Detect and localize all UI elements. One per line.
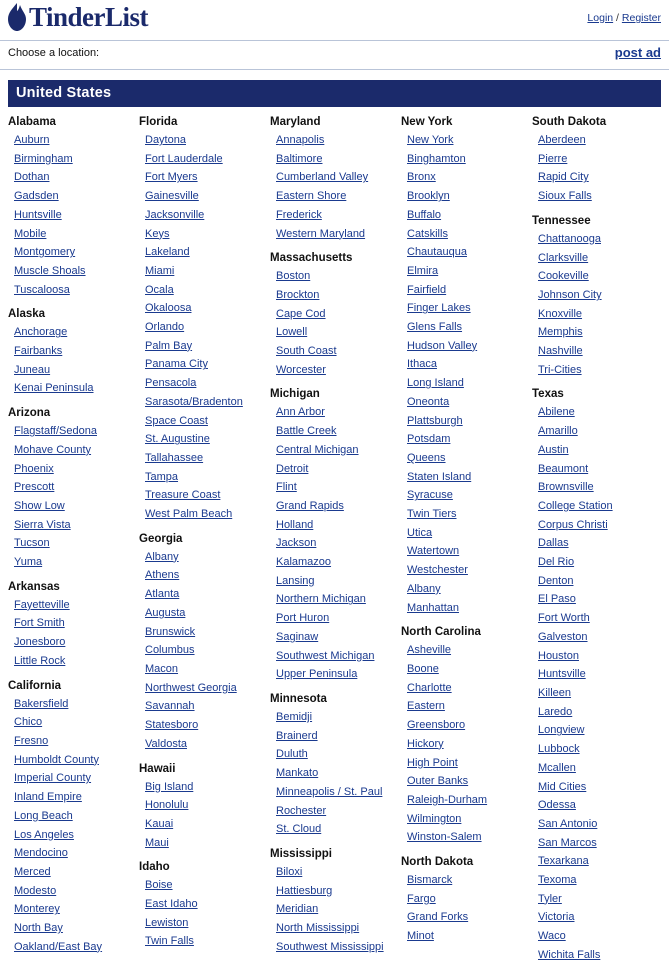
city-link[interactable]: Knoxville [538,307,583,320]
city-link[interactable]: Twin Tiers [407,508,457,521]
city-link[interactable]: Modesto [14,884,57,897]
city-link[interactable]: Detroit [276,462,309,475]
city-link[interactable]: Grand Rapids [276,499,344,512]
city-link[interactable]: Daytona [145,134,186,146]
city-link[interactable]: Kalamazoo [276,556,332,569]
auth-links [587,12,661,24]
city-link[interactable]: Winston-Salem [407,831,482,844]
city-link[interactable]: Dallas [538,537,569,550]
city-link[interactable]: Long Island [407,377,464,390]
city-link[interactable]: Mendocino [14,847,68,860]
state-heading: Arkansas [8,580,60,593]
city-link[interactable]: Columbus [145,644,195,657]
city-link[interactable]: West Palm Beach [145,508,233,521]
city-link[interactable]: Nashville [538,345,583,358]
city-link[interactable]: North Bay [14,922,63,935]
city-link[interactable]: Sioux Falls [538,190,592,203]
city-link[interactable]: Killeen [538,686,572,699]
state-heading: South Dakota [532,116,607,128]
city-link[interactable]: Outer Banks [407,775,469,788]
location-bar [0,41,669,67]
city-link[interactable]: South Coast [276,345,337,358]
city-link[interactable]: Finger Lakes [407,302,471,315]
city-link[interactable]: Lubbock [538,743,580,756]
city-link[interactable]: Elmira [407,264,439,277]
city-link[interactable]: Tyler [538,892,562,905]
city-link[interactable]: Auburn [14,134,50,146]
location-columns [0,107,669,965]
city-link[interactable]: Beaumont [538,462,589,475]
city-link[interactable]: Holland [276,518,314,531]
city-link[interactable]: Utica [407,526,433,539]
city-link[interactable]: Mohave County [14,443,92,456]
city-link[interactable]: Eastern Shore [276,190,347,203]
city-link[interactable]: Jonesboro [14,636,66,649]
city-link[interactable]: Keys [145,227,170,240]
city-link[interactable]: Imperial County [14,772,92,785]
city-link[interactable]: Los Angeles [14,828,74,841]
city-link[interactable]: Tri-Cities [538,363,582,376]
city-link[interactable]: Corpus Christi [538,518,608,531]
city-link[interactable]: Austin [538,443,569,456]
state-heading: Texas [532,388,564,401]
city-link[interactable]: Show Low [14,499,65,512]
state-heading: Idaho [139,861,170,874]
city-link[interactable]: Cookeville [538,270,589,283]
city-link[interactable]: Minot [407,930,434,943]
city-link[interactable]: Victoria [538,911,575,924]
city-link[interactable]: Boston [276,270,311,283]
city-link[interactable]: Cumberland Valley [276,171,369,184]
city-link[interactable]: Mid Cities [538,780,587,793]
city-link[interactable]: Queens [407,451,446,464]
city-link[interactable]: Del Rio [538,556,575,569]
city-link[interactable]: San Marcos [538,836,597,849]
city-link[interactable]: Flagstaff/Sedona [14,425,97,438]
city-link[interactable]: Augusta [145,606,186,619]
location-column [401,115,532,946]
city-link[interactable]: Fairfield [407,283,447,296]
city-link[interactable]: Hattiesburg [276,884,333,897]
city-link[interactable]: Wichita Falls [538,948,601,961]
city-link[interactable]: Prescott [14,481,55,494]
city-link[interactable]: Anchorage [14,326,68,339]
city-link[interactable]: St. Cloud [276,823,322,836]
city-link[interactable]: Raleigh-Durham [407,793,488,806]
city-link[interactable]: Phoenix [14,462,54,475]
city-link[interactable]: Macon [145,662,179,675]
state-heading: Alaska [8,308,46,321]
city-link[interactable]: Cape Cod [276,307,326,320]
register-link[interactable]: Register [621,12,661,24]
city-link[interactable]: Annapolis [276,134,325,146]
state-heading: Massachusetts [270,252,353,265]
city-link[interactable]: Worcester [276,363,326,376]
state-heading: Minnesota [270,692,327,705]
city-link[interactable]: Fort Worth [538,612,590,625]
state-heading: Arizona [8,407,51,420]
city-link[interactable]: Northern Michigan [276,593,366,606]
city-link[interactable]: El Paso [538,593,576,606]
city-link[interactable]: Albany [407,582,441,595]
location-column [8,115,139,956]
city-link[interactable]: Texoma [538,874,577,887]
city-link[interactable]: Binghamton [407,152,466,165]
city-link[interactable]: Sarasota/Bradenton [145,395,243,408]
city-link[interactable]: Mankato [276,767,319,780]
city-link[interactable]: Houston [538,649,579,662]
city-link[interactable]: Odessa [538,799,576,812]
city-link[interactable]: Ann Arbor [276,406,325,419]
city-link[interactable]: Brainerd [276,729,318,742]
city-link[interactable]: Inland Empire [14,791,82,804]
city-link[interactable]: Birmingham [14,152,73,165]
city-link[interactable]: Gadsden [14,190,59,203]
city-link[interactable]: Sierra Vista [14,518,71,531]
city-link[interactable]: Memphis [538,326,583,339]
city-link[interactable]: Longview [538,724,585,737]
state-heading: Alabama [8,116,56,128]
city-link[interactable]: Merced [14,865,51,878]
city-link[interactable]: Oneonta [407,395,450,408]
city-link[interactable]: Aberdeen [538,134,586,146]
city-link[interactable]: Greensboro [407,719,466,732]
city-link[interactable]: Rapid City [538,171,589,184]
state-heading: Georgia [139,532,183,545]
city-link[interactable]: Port Huron [276,612,330,625]
state-heading: Maryland [270,116,321,128]
city-link[interactable]: Flint [276,481,297,494]
city-link[interactable]: Fort Myers [145,171,198,184]
flame-icon [6,2,28,32]
city-link[interactable]: Central Michigan [276,443,359,456]
city-link[interactable]: Battle Creek [276,425,337,438]
city-link[interactable]: Southwest Michigan [276,649,375,662]
city-link[interactable]: Northwest Georgia [145,681,237,694]
city-link[interactable]: Southwest Mississippi [276,940,384,953]
city-link[interactable]: Denton [538,574,574,587]
city-link[interactable]: Orlando [145,321,185,334]
city-link[interactable]: Hudson Valley [407,339,478,352]
state-heading: New York [401,116,453,128]
city-link[interactable]: Albany [145,550,179,563]
city-link[interactable]: North Mississippi [276,922,360,935]
city-link[interactable]: Fresno [14,734,49,747]
city-link[interactable]: Space Coast [145,414,208,427]
city-link[interactable]: Juneau [14,363,51,376]
city-link[interactable]: Chico [14,716,43,729]
city-link[interactable]: East Idaho [145,898,198,911]
state-heading: Tennessee [532,214,591,227]
city-link[interactable]: Bismarck [407,874,453,887]
city-link[interactable]: Fayetteville [14,598,70,611]
city-link[interactable]: Fargo [407,892,436,905]
city-link[interactable]: St. Augustine [145,433,210,446]
city-link[interactable]: Kauai [145,817,174,830]
city-link[interactable]: Brownsville [538,481,594,494]
city-link[interactable]: Ocala [145,283,174,296]
city-link[interactable]: Wilmington [407,812,462,825]
city-link[interactable]: San Antonio [538,817,598,830]
city-link[interactable]: Plattsburgh [407,414,463,427]
city-link[interactable]: Fort Lauderdale [145,152,223,165]
logo[interactable] [6,2,148,32]
city-link[interactable]: Panama City [145,358,208,371]
city-link[interactable]: Humboldt County [14,753,99,766]
city-link[interactable]: Tallahassee [145,451,204,464]
city-link[interactable]: Clarksville [538,251,589,264]
state-heading: Hawaii [139,762,176,775]
city-link[interactable]: Minneapolis / St. Paul [276,785,383,798]
brand-name: TinderList [29,2,149,32]
city-link[interactable]: Athens [145,569,180,582]
city-link[interactable]: Amarillo [538,425,578,438]
city-link[interactable]: Hickory [407,737,444,750]
city-link[interactable]: Brunswick [145,625,196,638]
state-heading: Florida [139,116,178,128]
city-link[interactable]: Oakland/East Bay [14,940,103,953]
city-link[interactable]: Lowell [276,326,308,339]
city-link[interactable]: Statesboro [145,719,199,732]
state-heading: North Carolina [401,626,481,639]
city-link[interactable]: Atlanta [145,588,180,601]
city-link[interactable]: Okaloosa [145,302,192,315]
city-link[interactable]: Meridian [276,903,319,916]
city-link[interactable]: Eastern [407,700,445,713]
city-link[interactable]: Saginaw [276,630,319,643]
city-link[interactable]: Big Island [145,780,194,793]
city-link[interactable]: Long Beach [14,809,73,822]
choose-location-label: Choose a location: [8,47,100,59]
city-link[interactable]: Western Maryland [276,227,366,240]
location-column [139,115,270,951]
location-column [270,115,401,956]
city-link[interactable]: Chautauqua [407,246,467,259]
login-link[interactable]: Login [587,12,614,24]
city-link[interactable]: Palm Bay [145,339,193,352]
city-link[interactable]: Maui [145,836,169,849]
city-link[interactable]: Frederick [276,208,322,221]
city-link[interactable]: Asheville [407,644,452,657]
header-bar [0,0,669,38]
city-link[interactable]: Tuscaloosa [14,283,70,296]
city-link[interactable]: Fairbanks [14,345,63,358]
city-link[interactable]: Monterey [14,903,60,916]
city-link[interactable]: Miami [145,264,175,277]
city-link[interactable]: Biloxi [276,865,303,878]
city-link[interactable]: Kenai Peninsula [14,382,94,395]
city-link[interactable]: Johnson City [538,288,602,301]
city-link[interactable]: Pensacola [145,377,197,390]
city-link[interactable]: Tucson [14,537,50,550]
city-link[interactable]: Charlotte [407,681,452,694]
city-link[interactable]: Manhattan [407,601,459,614]
city-link[interactable]: Chattanooga [538,232,601,245]
post-ad-link[interactable]: post ad [614,45,661,60]
city-link[interactable]: Waco [538,930,566,943]
city-link[interactable]: Dothan [14,171,50,184]
city-link[interactable]: Pierre [538,152,568,165]
city-link[interactable]: Lakeland [145,246,190,259]
city-link[interactable]: Little Rock [14,654,66,667]
city-link[interactable]: Boise [145,879,173,892]
state-heading: North Dakota [401,856,474,869]
city-link[interactable]: Rochester [276,804,327,817]
country-banner: United States [8,80,661,107]
city-link[interactable]: Baltimore [276,152,323,165]
city-link[interactable]: Savannah [145,700,195,713]
city-link[interactable]: Glens Falls [407,321,463,334]
city-link[interactable]: Tampa [145,470,179,483]
city-link[interactable]: Westchester [407,564,468,577]
city-link[interactable]: Lewiston [145,916,189,929]
city-link[interactable]: Jackson [276,537,317,550]
location-divider [0,69,669,70]
city-link[interactable]: Bemidji [276,710,313,723]
city-link[interactable]: Huntsville [14,208,62,221]
location-column [532,115,663,965]
city-link[interactable]: Valdosta [145,737,187,750]
city-link[interactable]: Lansing [276,574,315,587]
city-link[interactable]: Catskills [407,227,448,240]
city-link[interactable]: Abilene [538,406,575,419]
city-link[interactable]: Brockton [276,288,320,301]
city-link[interactable]: Potsdam [407,433,451,446]
city-link[interactable]: Upper Peninsula [276,668,358,681]
city-link[interactable]: Mobile [14,227,47,240]
state-heading: Michigan [270,388,320,401]
city-link[interactable]: Ithaca [407,358,437,371]
city-link[interactable]: Texarkana [538,855,589,868]
city-link[interactable]: Jacksonville [145,208,205,221]
city-link[interactable]: Brooklyn [407,190,450,203]
city-link[interactable]: New York [407,134,454,146]
city-link[interactable]: Yuma [14,556,43,569]
city-link[interactable]: Gainesville [145,190,199,203]
city-link[interactable]: Bakersfield [14,697,69,710]
city-link[interactable]: Treasure Coast [145,489,221,502]
city-link[interactable]: Galveston [538,630,588,643]
city-link[interactable]: College Station [538,499,613,512]
city-link[interactable]: Honolulu [145,799,189,812]
city-link[interactable]: Huntsville [538,668,586,681]
state-heading: California [8,679,62,692]
city-link[interactable]: Grand Forks [407,911,469,924]
city-link[interactable]: Twin Falls [145,935,194,948]
city-link[interactable]: Boone [407,662,439,675]
city-link[interactable]: Montgomery [14,246,76,259]
city-link[interactable]: Syracuse [407,489,453,502]
city-link[interactable]: Watertown [407,545,460,558]
city-link[interactable]: Duluth [276,748,308,761]
city-link[interactable]: Laredo [538,705,573,718]
city-link[interactable]: Muscle Shoals [14,264,86,277]
city-link[interactable]: Bronx [407,171,436,184]
city-link[interactable]: Fort Smith [14,617,65,630]
city-link[interactable]: Buffalo [407,208,442,221]
city-link[interactable]: Mcallen [538,761,576,774]
city-link[interactable]: High Point [407,756,458,769]
state-heading: Mississippi [270,847,332,860]
auth-separator: / [616,12,619,24]
city-link[interactable]: Staten Island [407,470,472,483]
